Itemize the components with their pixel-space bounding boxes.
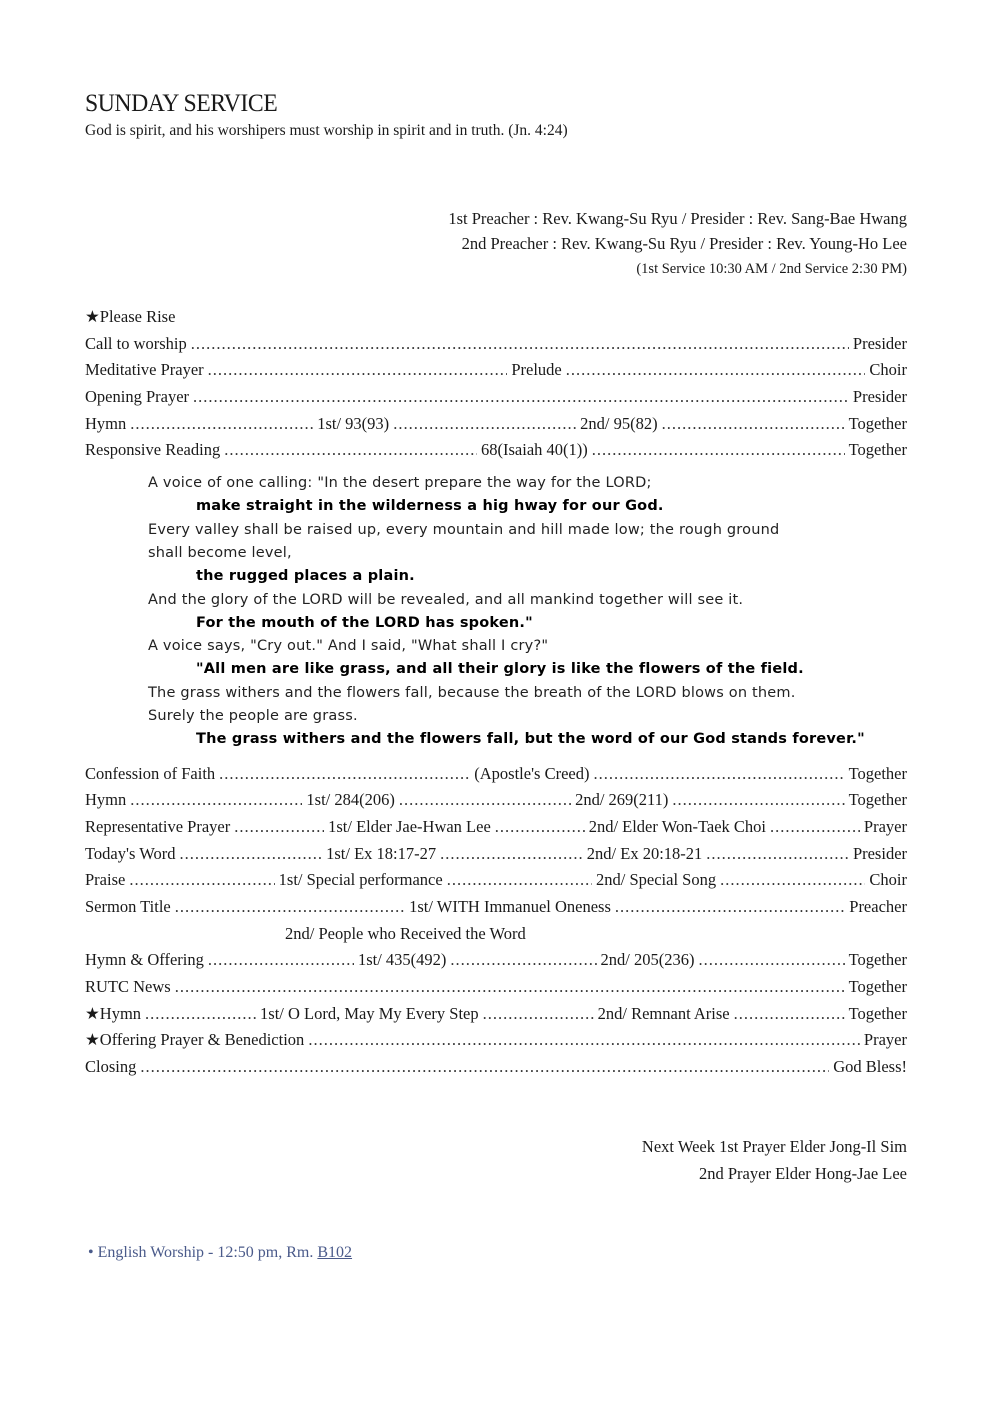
leader-dots <box>175 977 845 997</box>
reading-leader-line: shall become level, <box>148 544 292 561</box>
reading-response-line: The grass withers and the flowers fall, but the word of our God stands forever." <box>196 731 865 748</box>
order-item-detail-1st: 68(Isaiah 40(1)) <box>481 440 588 459</box>
leader-dots <box>130 790 302 810</box>
order-item-role: Choir <box>869 870 908 889</box>
leader-dots <box>592 440 845 460</box>
order-item-role: Presider <box>852 844 908 863</box>
order-item-detail-1st: 1st/ 93(93) <box>317 414 390 433</box>
leader-dots <box>483 1004 594 1024</box>
reading-response-line: For the mouth of the LORD has spoken." <box>196 614 533 631</box>
service-order-row <box>85 764 907 790</box>
service-order-row <box>85 360 907 386</box>
leader-dots <box>698 950 844 970</box>
order-item-detail-2nd: 2nd/ Elder Won-Taek Choi <box>588 817 766 836</box>
order-item-name: RUTC News <box>85 977 171 996</box>
leader-dots <box>208 360 508 380</box>
order-item-name: Call to worship <box>85 334 187 353</box>
leader-dots <box>208 950 354 970</box>
order-item-name: Meditative Prayer <box>85 360 204 379</box>
order-item-detail-1st: 1st/ 284(206) <box>306 790 395 809</box>
leader-dots <box>140 1057 829 1077</box>
reading-leader-line: The grass withers and the flowers fall, because the breath of the LORD blows on them. <box>148 684 796 701</box>
leader-dots <box>495 817 585 837</box>
leader-dots <box>191 334 849 354</box>
order-item-detail-1st: 1st/ 435(492) <box>357 950 447 969</box>
leader-dots <box>447 870 592 890</box>
bullet-icon: • <box>88 1244 94 1261</box>
order-item-detail-1st: Prelude <box>511 360 562 379</box>
reading-leader-line: A voice says, "Cry out." And I said, "What shall I cry?" <box>148 638 549 655</box>
order-item-role: God Bless! <box>833 1057 907 1076</box>
order-item-role: Preacher <box>849 897 907 916</box>
next-week-line-1: Next Week 1st Prayer Elder Jong-Il Sim <box>641 1137 907 1156</box>
service-order-row <box>85 870 907 896</box>
order-item-role: Together <box>848 440 907 459</box>
service-order-row <box>85 977 907 1003</box>
order-item-detail-2nd: 2nd/ Remnant Arise <box>597 1004 730 1023</box>
room-link[interactable]: B102 <box>317 1244 353 1261</box>
order-item-name: Closing <box>85 1057 137 1076</box>
order-item-name: Opening Prayer <box>85 387 190 406</box>
order-item-name: Responsive Reading <box>85 440 221 459</box>
order-item-detail-2nd: 2nd/ 205(236) <box>600 950 695 969</box>
order-item-detail-1st: 1st/ WITH Immanuel Oneness <box>409 897 611 916</box>
order-item-role: Prayer <box>863 817 907 836</box>
leader-dots <box>672 790 844 810</box>
leader-dots <box>662 414 845 434</box>
service-order-row <box>85 844 907 870</box>
scripture-verse: God is spirit, and his worshipers must worship in spirit and in truth. (Jn. 4:24) <box>85 122 568 139</box>
leader-dots <box>615 897 845 917</box>
page-title: SUNDAY SERVICE <box>85 90 278 117</box>
service-order-row <box>85 414 907 440</box>
order-item-detail-1st: 1st/ O Lord, May My Every Step <box>260 1004 479 1023</box>
service-order-row <box>85 817 907 843</box>
leader-dots <box>175 897 405 917</box>
sermon-title-second <box>85 924 907 950</box>
preacher-line-2: 2nd Preacher : Rev. Kwang-Su Ryu / Presider : Rev. Young-Ho Lee <box>461 234 907 253</box>
leader-dots <box>706 844 849 864</box>
order-item-detail-2nd: 2nd/ 95(82) <box>580 414 658 433</box>
order-item-name: Hymn <box>85 414 127 433</box>
leader-dots <box>720 870 865 890</box>
service-order-row <box>85 790 907 816</box>
leader-dots <box>179 844 322 864</box>
order-item-detail-2nd: 2nd/ Ex 20:18-21 <box>586 844 703 863</box>
leader-dots <box>734 1004 845 1024</box>
service-order-row <box>85 1030 907 1056</box>
order-item-role: Together <box>848 950 907 969</box>
order-item-detail-1st: (Apostle's Creed) <box>474 764 590 783</box>
service-order-row <box>85 1057 907 1083</box>
leader-dots <box>145 1004 256 1024</box>
leader-dots <box>440 844 583 864</box>
reading-response-line: "All men are like grass, and all their glory is like the flowers of the field. <box>196 661 804 678</box>
leader-dots <box>399 790 571 810</box>
service-times: (1st Service 10:30 AM / 2nd Service 2:30 PM) <box>636 261 907 277</box>
leader-dots <box>566 360 866 380</box>
english-worship-text: English Worship - 12:50 pm, Rm. <box>97 1244 318 1261</box>
service-order-row <box>85 897 907 923</box>
service-order-row <box>85 1004 907 1030</box>
order-item-role: Prayer <box>863 1030 907 1049</box>
service-order-row <box>85 950 907 976</box>
order-item-role: Together <box>848 1004 907 1023</box>
order-item-name: Praise <box>85 870 126 889</box>
order-item-role: Together <box>848 764 907 783</box>
order-item-name: Confession of Faith <box>85 764 216 783</box>
order-item-detail-2nd: 2nd/ 269(211) <box>575 790 669 809</box>
leader-dots <box>224 440 477 460</box>
sermon-second-text: 2nd/ People who Received the Word <box>285 924 526 943</box>
order-item-name: ★Hymn <box>85 1004 142 1023</box>
reading-response-line: make straight in the wilderness a hig hway for our God. <box>196 498 664 515</box>
order-item-name: ★Offering Prayer & Benediction <box>85 1030 305 1049</box>
leader-dots <box>393 414 576 434</box>
order-item-role: Together <box>848 790 907 809</box>
next-week-line-2: 2nd Prayer Elder Hong-Jae Lee <box>699 1164 907 1183</box>
order-item-detail-1st: 1st/ Elder Jae-Hwan Lee <box>328 817 491 836</box>
leader-dots <box>308 1030 860 1050</box>
leader-dots <box>219 764 470 784</box>
service-order-row <box>85 440 907 466</box>
leader-dots <box>130 414 313 434</box>
order-item-detail-2nd: 2nd/ Special Song <box>596 870 717 889</box>
please-rise-label <box>85 307 907 333</box>
leader-dots <box>234 817 324 837</box>
leader-dots <box>594 764 845 784</box>
order-item-role: Together <box>848 977 907 996</box>
leader-dots <box>450 950 596 970</box>
leader-dots <box>770 817 860 837</box>
order-item-name: Today's Word <box>85 844 176 863</box>
order-item-name: Sermon Title <box>85 897 171 916</box>
order-item-name: Hymn <box>85 790 127 809</box>
order-item-role: Presider <box>852 387 907 406</box>
leader-dots <box>193 387 849 407</box>
reading-leader-line: Every valley shall be raised up, every mountain and hill made low; the rough ground <box>148 521 780 538</box>
order-item-role: Together <box>848 414 907 433</box>
english-worship-notice <box>88 1244 352 1262</box>
please-rise-text: ★Please Rise <box>85 307 176 326</box>
reading-leader-line: And the glory of the LORD will be revealed, and all mankind together will see it. <box>148 591 744 608</box>
reading-leader-line: Surely the people are grass. <box>148 708 358 724</box>
order-item-detail-1st: 1st/ Special performance <box>278 870 443 889</box>
service-order-row <box>85 334 907 360</box>
order-item-name: Representative Prayer <box>85 817 231 836</box>
order-item-detail-1st: 1st/ Ex 18:17-27 <box>326 844 437 863</box>
order-item-role: Choir <box>869 360 907 379</box>
reading-response-line: the rugged places a plain. <box>196 568 415 585</box>
service-order-row <box>85 387 907 413</box>
order-item-role: Presider <box>852 334 907 353</box>
preacher-line-1: 1st Preacher : Rev. Kwang-Su Ryu / Presider : Rev. Sang-Bae Hwang <box>448 209 907 228</box>
order-item-name: Hymn & Offering <box>85 950 204 969</box>
leader-dots <box>129 870 274 890</box>
reading-leader-line: A voice of one calling: "In the desert prepare the way for the LORD; <box>148 475 652 491</box>
